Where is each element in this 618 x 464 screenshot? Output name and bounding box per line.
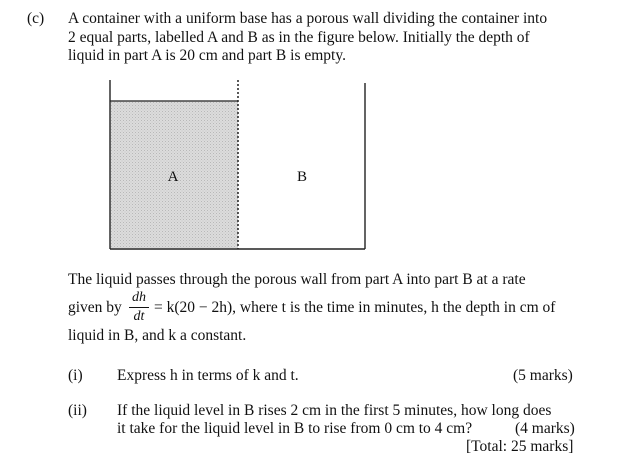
fraction-numerator: dh <box>132 290 146 305</box>
rate-given-by: given by <box>68 299 122 316</box>
part-ii-marks: (4 marks) <box>515 420 575 437</box>
fraction-denominator: dt <box>133 309 145 324</box>
intro-line-1: A container with a uniform base has a porous wall dividing the container into <box>68 10 548 27</box>
rate-equation: = k(20 − 2h), where t is the time in minutes, h the depth in cm of <box>154 299 556 316</box>
label-b: B <box>296 169 308 185</box>
part-i-marks: (5 marks) <box>513 367 573 384</box>
intro-line-3: liquid in part A is 20 cm and part B is empty. <box>68 47 346 64</box>
question-label: (c) <box>27 10 45 27</box>
label-a: A <box>167 169 179 185</box>
part-ii-label: (ii) <box>68 402 87 419</box>
rate-line-1: The liquid passes through the porous wall from part A into part B at a rate <box>68 271 526 288</box>
part-i-text: Express h in terms of k and t. <box>117 367 299 384</box>
total-marks: [Total: 25 marks] <box>466 438 574 455</box>
part-i-label: (i) <box>68 367 83 384</box>
rate-line-3: liquid in B, and k a constant. <box>68 327 247 344</box>
part-ii-line-2: it take for the liquid level in B to rise from 0 cm to 4 cm? <box>117 420 473 437</box>
fraction-bar <box>129 307 149 308</box>
part-ii-line-1: If the liquid level in B rises 2 cm in the first 5 minutes, how long does <box>117 402 552 419</box>
intro-line-2: 2 equal parts, labelled A and B as in the figure below. Initially the depth of <box>68 29 530 46</box>
